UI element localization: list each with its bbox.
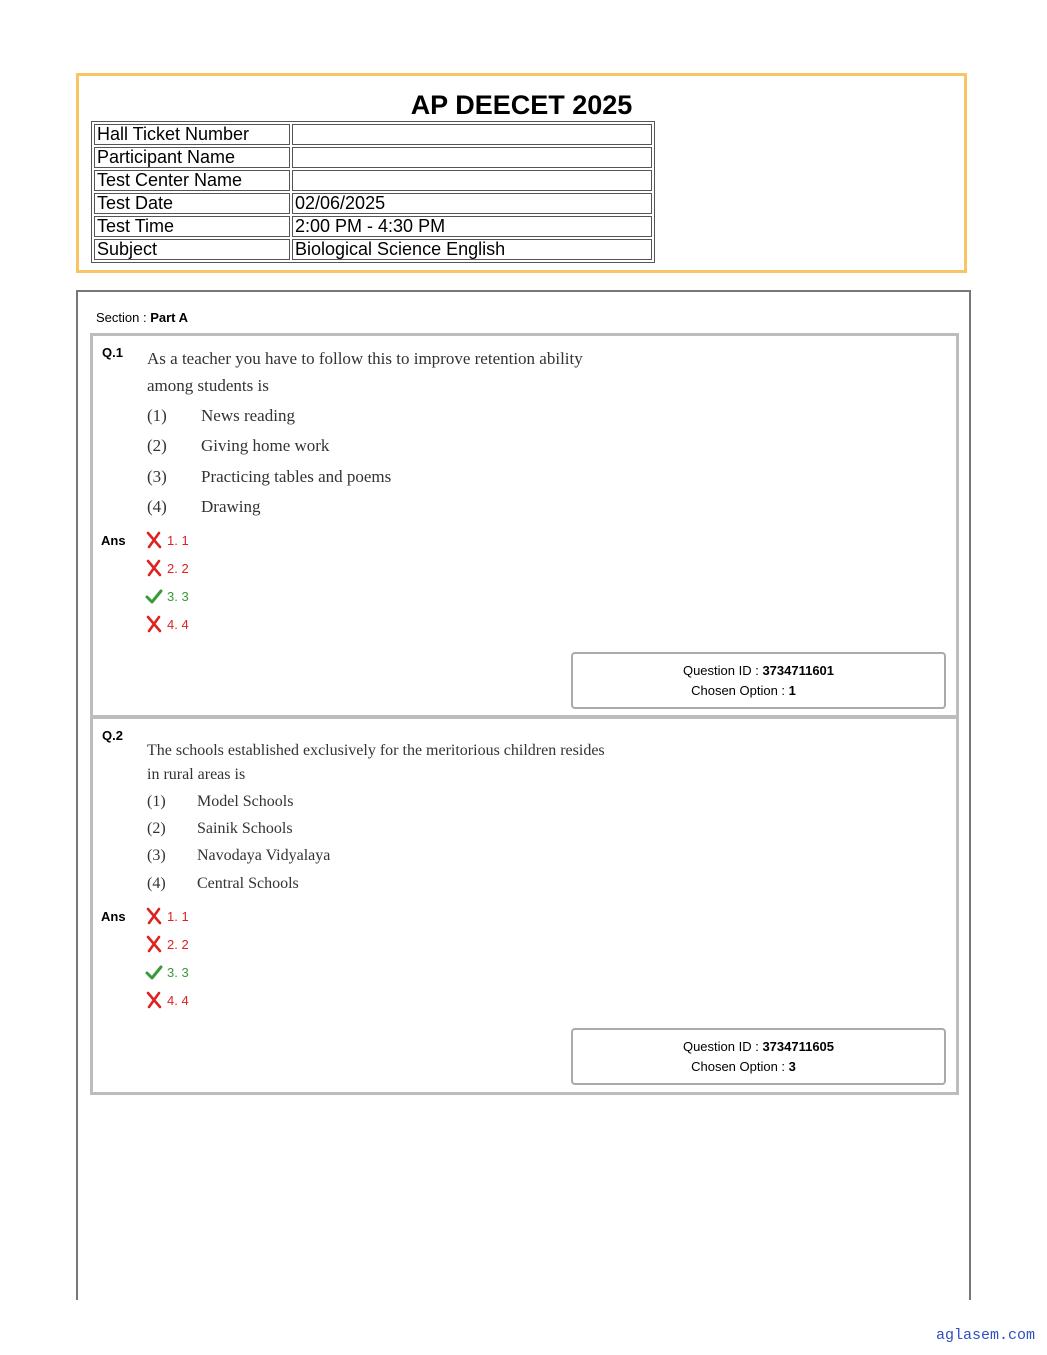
answer-option-text: 3. 3: [167, 964, 189, 980]
chosen-option-label: Chosen Option :: [691, 1059, 789, 1074]
table-row: [94, 170, 652, 191]
info-value: 02/06/2025: [292, 193, 652, 214]
table-row: [94, 239, 652, 260]
option-row: [147, 793, 293, 811]
question-number: Q.1: [102, 345, 123, 360]
option-row: [147, 820, 293, 838]
cross-icon: [145, 559, 163, 577]
info-value: [292, 124, 652, 145]
answer-option: [145, 991, 189, 1009]
chosen-option: 1: [788, 683, 796, 698]
watermark: aglasem.com: [935, 1327, 1035, 1344]
answer-option-text: 3. 3: [167, 588, 189, 604]
option-number: (4): [147, 875, 166, 892]
option-text: Model Schools: [197, 793, 294, 810]
answer-option: [145, 907, 189, 925]
cross-icon: [145, 615, 163, 633]
info-label: Test Center Name: [94, 170, 290, 191]
answer-label: Ans: [101, 533, 126, 548]
table-row: [94, 124, 652, 145]
info-label: Test Time: [94, 216, 290, 237]
table-row: [94, 193, 652, 214]
section-prefix: Section :: [96, 310, 151, 325]
option-number: (2): [147, 436, 167, 455]
question-meta-box: [571, 1028, 946, 1085]
answer-option-text: 4. 4: [167, 616, 189, 632]
option-text: Navodaya Vidyalaya: [197, 847, 331, 864]
option-text: Practicing tables and poems: [201, 467, 392, 486]
info-label: Test Date: [94, 193, 290, 214]
info-label: Participant Name: [94, 147, 290, 168]
answer-option-text: 2. 2: [167, 936, 189, 952]
header-box: [76, 73, 967, 273]
option-row: [147, 467, 391, 487]
question-card-2: [90, 716, 959, 1095]
question-text-line: in rural areas is: [147, 766, 246, 783]
chosen-option-label: Chosen Option :: [691, 683, 789, 698]
option-number: (3): [147, 467, 167, 486]
answer-option: [145, 531, 189, 549]
answer-option-correct: [145, 587, 189, 605]
cross-icon: [145, 531, 163, 549]
info-value: [292, 147, 652, 168]
option-text: Drawing: [201, 497, 261, 516]
question-id: 3734711605: [762, 1039, 835, 1054]
question-card-1: [90, 333, 959, 718]
info-value: 2:00 PM - 4:30 PM: [292, 216, 652, 237]
info-label: Subject: [94, 239, 290, 260]
question-text-line: among students is: [147, 376, 269, 395]
question-id-label: Question ID :: [682, 663, 763, 678]
answer-option: [145, 615, 189, 633]
candidate-info-table: [91, 121, 655, 263]
answer-option-text: 1. 1: [167, 532, 189, 548]
question-id-label: Question ID :: [682, 1039, 763, 1054]
option-row: [147, 406, 295, 426]
answer-option-text: 1. 1: [167, 908, 189, 924]
question-id: 3734711601: [762, 663, 835, 678]
answer-option: [145, 935, 189, 953]
question-text-line: The schools established exclusively for the meritorious children resides: [147, 742, 605, 759]
table-row: [94, 216, 652, 237]
page-title: AP DEECET 2025: [410, 90, 633, 120]
check-icon: [145, 963, 163, 981]
answer-option: [145, 559, 189, 577]
section-label: [96, 310, 188, 325]
option-number: (4): [147, 497, 167, 516]
question-panel: [76, 290, 971, 1300]
option-row: [147, 847, 330, 865]
chosen-option-line: [543, 1059, 944, 1074]
answer-option-correct: [145, 963, 189, 981]
answer-label: Ans: [101, 909, 126, 924]
section-name: Part A: [150, 310, 189, 325]
chosen-option-line: [543, 683, 944, 698]
answer-option-text: 2. 2: [167, 560, 189, 576]
option-text: Central Schools: [197, 875, 299, 892]
info-value: Biological Science English: [292, 239, 652, 260]
chosen-option: 3: [788, 1059, 796, 1074]
check-icon: [145, 587, 163, 605]
option-text: Sainik Schools: [197, 820, 293, 837]
option-number: (1): [147, 793, 166, 810]
cross-icon: [145, 907, 163, 925]
question-id-line: [573, 1039, 944, 1054]
option-row: [147, 436, 329, 456]
cross-icon: [145, 991, 163, 1009]
option-row: [147, 875, 299, 893]
question-id-line: [573, 663, 944, 678]
option-text: News reading: [201, 406, 295, 425]
question-number: Q.2: [102, 728, 123, 743]
option-text: Giving home work: [201, 436, 330, 455]
cross-icon: [145, 935, 163, 953]
info-label: Hall Ticket Number: [94, 124, 290, 145]
answer-option-text: 4. 4: [167, 992, 189, 1008]
option-number: (3): [147, 847, 166, 864]
option-number: (2): [147, 820, 166, 837]
info-value: [292, 170, 652, 191]
option-number: (1): [147, 406, 167, 425]
question-text-line: As a teacher you have to follow this to improve retention ability: [147, 349, 583, 368]
option-row: [147, 497, 260, 517]
table-row: [94, 147, 652, 168]
question-meta-box: [571, 652, 946, 709]
